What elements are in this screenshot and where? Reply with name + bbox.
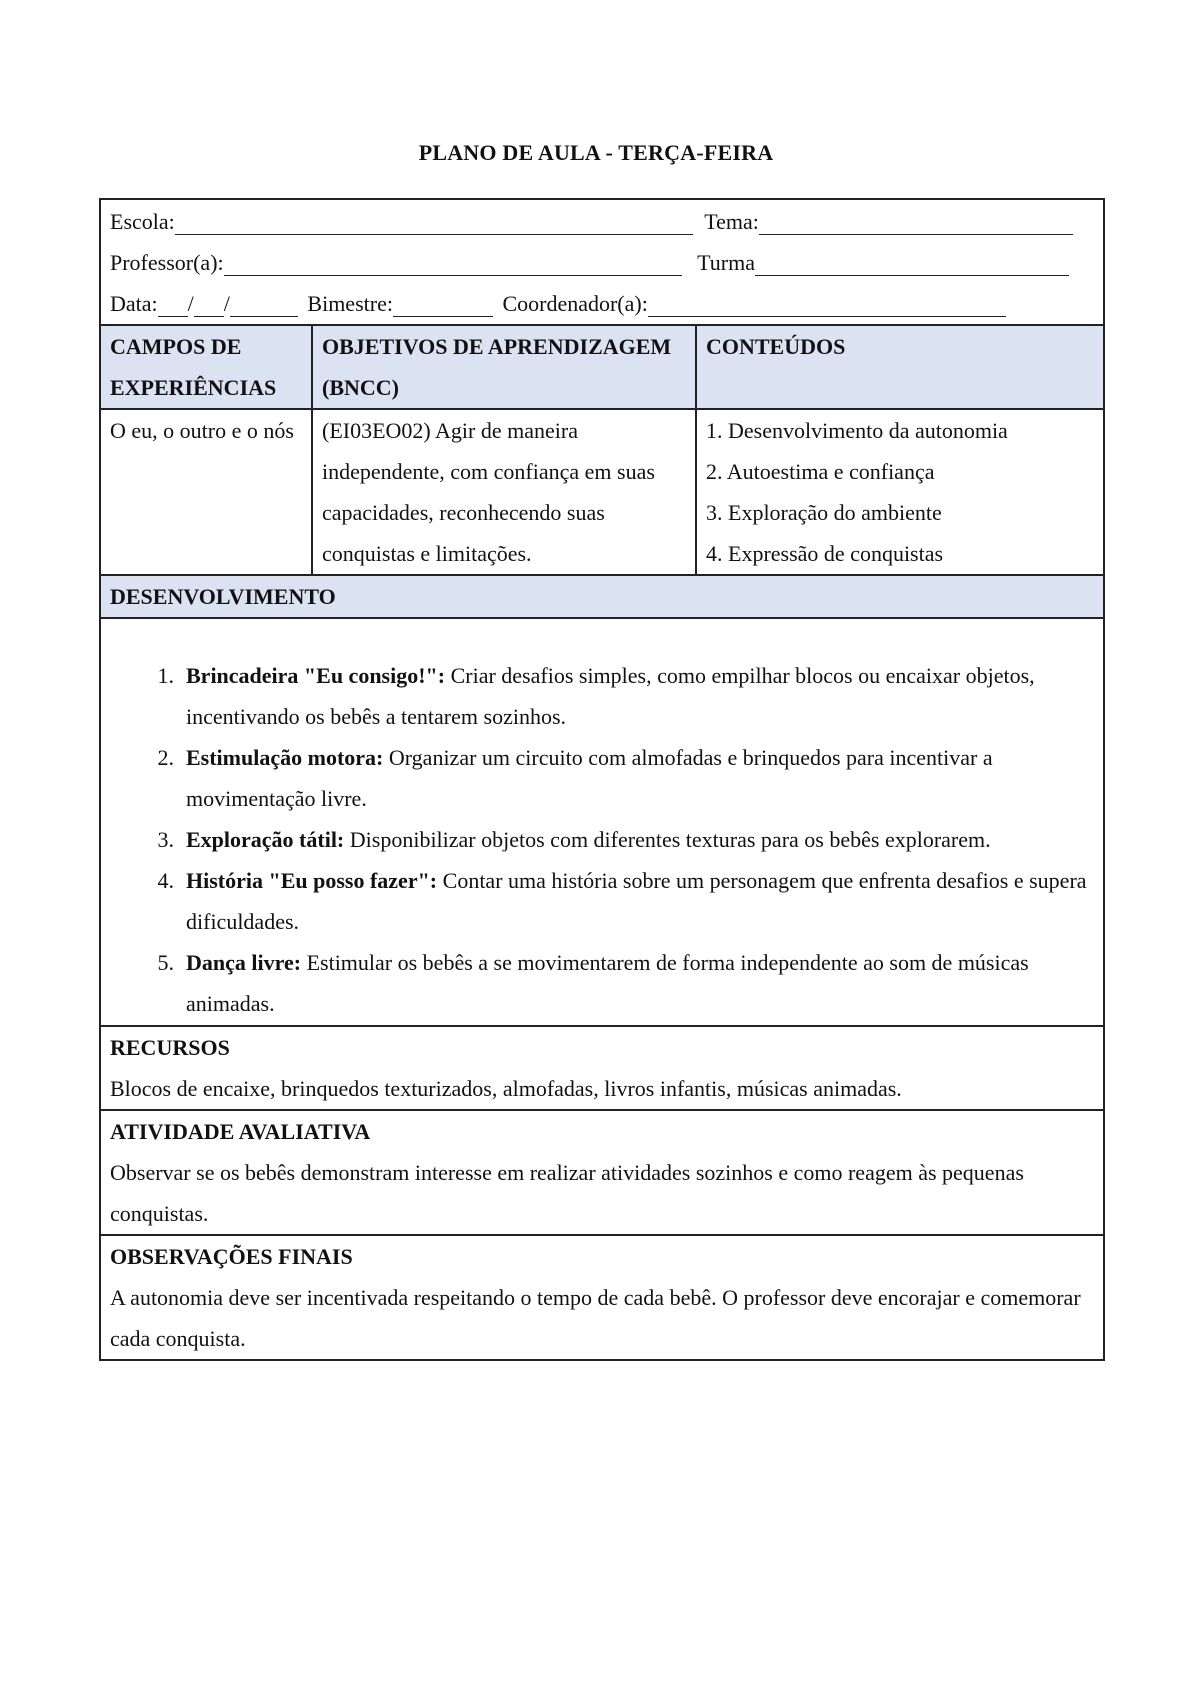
data-year-field[interactable] [230,289,298,317]
bimestre-field[interactable] [393,289,493,317]
escola-label: Escola: [110,209,175,234]
data-separator: / [187,291,194,316]
list-item-text: Estimular os bebês a se movimentarem de forma independente ao som de músicas animadas. [186,950,1029,1016]
desenvolvimento-list [110,655,1094,1024]
content-row [100,409,1104,575]
list-item-title: Estimulação motora: [186,745,384,770]
list-item-title: Exploração tátil: [186,827,345,852]
desenvolvimento-row [100,618,1104,1026]
coordenador-label: Coordenador(a): [502,291,648,316]
conteudo-item: 1. Desenvolvimento da autonomia [706,418,1008,443]
conteudo-item: 4. Expressão de conquistas [706,541,944,566]
list-item-number: 4. [157,868,174,893]
professor-field[interactable] [224,248,682,276]
list-item-text: Organizar um circuito com almofadas e brinquedos para incentivar a movimentação livre. [186,745,993,811]
list-item-number: 2. [157,745,174,770]
professor-label: Professor(a): [110,250,224,275]
objetivo-cell: (EI03EO02) Agir de maneira independente, com confiança em suas capacidades, reconhecendo suas conquistas e limitações. [312,409,696,575]
header-block [100,199,1104,325]
data-separator: / [223,291,230,316]
list-item-number: 5. [157,950,174,975]
list-item-title: Dança livre: [186,950,302,975]
recursos-text: Blocos de encaixe, brinquedos texturizados, almofadas, livros infantis, músicas animadas. [110,1076,902,1101]
observacoes-heading: OBSERVAÇÕES FINAIS [110,1244,353,1269]
turma-label: Turma [697,250,756,275]
columns-header-row [100,325,1104,409]
column-header-objetivos: OBJETIVOS DE APRENDIZAGEM (BNCC) [312,325,696,409]
tema-label: Tema: [704,209,759,234]
list-item [157,860,1094,942]
desenvolvimento-heading: DESENVOLVIMENTO [100,575,1104,618]
atividade-cell [100,1110,1104,1235]
list-item-number: 1. [157,663,174,688]
list-item-title: História "Eu posso fazer": [186,868,438,893]
data-label: Data: [110,291,158,316]
list-item [157,942,1094,1024]
header-line-escola [110,201,1094,242]
tema-field[interactable] [759,207,1073,235]
data-month-field[interactable] [194,289,224,317]
conteudo-item: 3. Exploração do ambiente [706,500,942,525]
observacoes-cell [100,1235,1104,1360]
atividade-heading: ATIVIDADE AVALIATIVA [110,1119,371,1144]
column-header-conteudos: CONTEÚDOS [696,325,1104,409]
header-line-professor [110,242,1094,283]
data-day-field[interactable] [158,289,188,317]
turma-field[interactable] [755,248,1069,276]
list-item [157,655,1094,737]
list-item [157,819,1094,860]
observacoes-row [100,1235,1104,1360]
recursos-cell [100,1026,1104,1110]
recursos-row [100,1026,1104,1110]
list-item-number: 3. [157,827,174,852]
conteudo-item: 2. Autoestima e confiança [706,459,935,484]
recursos-heading: RECURSOS [110,1035,230,1060]
desenvolvimento-header-row [100,575,1104,618]
escola-field[interactable] [175,207,693,235]
column-header-campos: CAMPOS DE EXPERIÊNCIAS [100,325,312,409]
atividade-row [100,1110,1104,1235]
header-fields [100,199,1104,325]
header-line-data [110,283,1094,324]
conteudos-cell [696,409,1104,575]
list-item [157,737,1094,819]
list-item-text: Disponibilizar objetos com diferentes texturas para os bebês explorarem. [344,827,991,852]
desenvolvimento-cell [100,618,1104,1026]
lesson-plan-table [99,198,1105,1361]
coordenador-field[interactable] [648,289,1006,317]
observacoes-text: A autonomia deve ser incentivada respeitando o tempo de cada bebê. O professor deve encorajar e comemorar cada conquista. [110,1285,1081,1351]
bimestre-label: Bimestre: [307,291,393,316]
atividade-text: Observar se os bebês demonstram interesse em realizar atividades sozinhos e como reagem às pequenas conquistas. [110,1160,1024,1226]
list-item-title: Brincadeira "Eu consigo!": [186,663,446,688]
list-item-text: Criar desafios simples, como empilhar blocos ou encaixar objetos, incentivando os bebês a tentarem sozinhos. [186,663,1035,729]
page-title: PLANO DE AULA - TERÇA-FEIRA [418,140,774,165]
list-item-text: Contar uma história sobre um personagem que enfrenta desafios e supera dificuldades. [186,868,1087,934]
campo-cell: O eu, o outro e o nós [100,409,312,575]
